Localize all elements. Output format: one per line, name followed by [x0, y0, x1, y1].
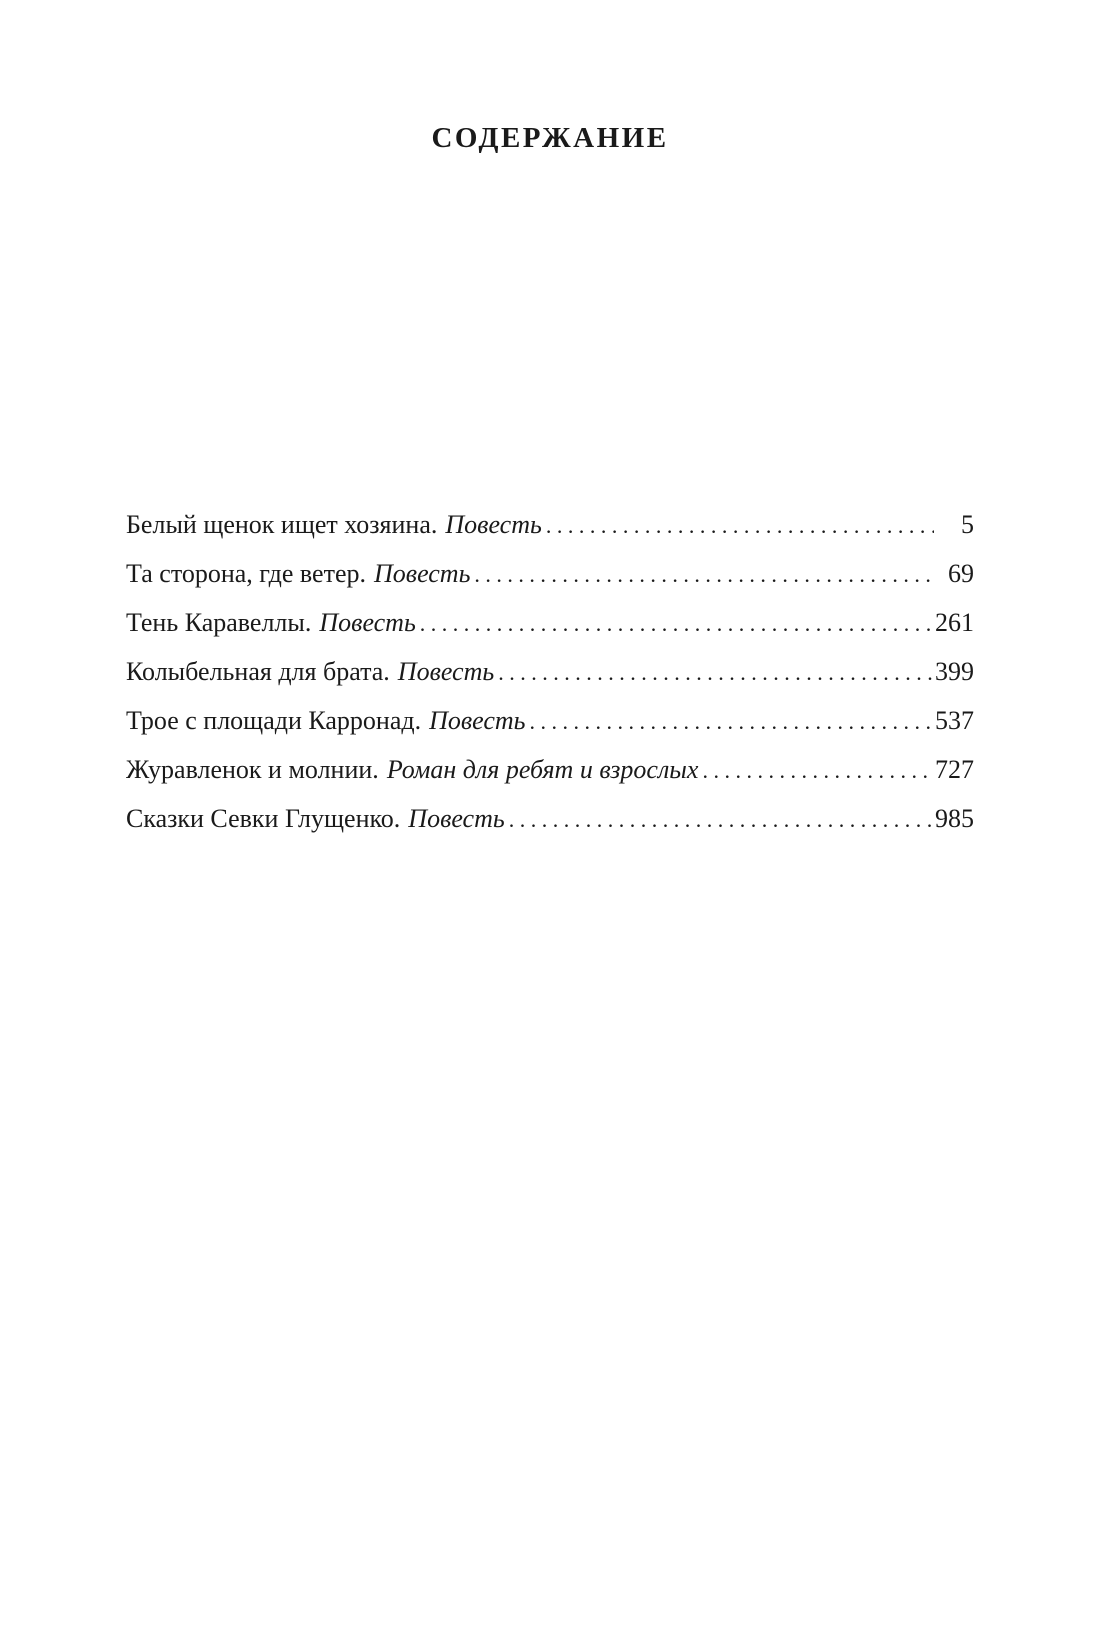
toc-entry-title: Та сторона, где ветер. [126, 559, 366, 588]
dot-leader [542, 501, 934, 550]
toc-entry [126, 549, 974, 598]
dot-leader [494, 648, 934, 697]
toc-entry-page-number: 985 [935, 804, 974, 833]
toc-entry [126, 500, 974, 549]
toc-entry-page-number: 5 [961, 510, 974, 539]
dot-leader [470, 550, 934, 599]
toc-entry-genre: Повесть [374, 559, 471, 588]
toc-entry [126, 745, 974, 794]
toc-entry [126, 598, 974, 647]
toc-entry-page-number: 399 [935, 657, 974, 686]
toc-entry-title: Трое с площади Карронад. [126, 706, 422, 735]
dot-leader [698, 746, 934, 795]
toc-entry [126, 647, 974, 696]
toc-entry-title: Журавленок и молнии. [126, 755, 379, 784]
toc-entry-genre: Повесть [319, 608, 416, 637]
dot-leader [416, 599, 934, 648]
toc-entry-title: Колыбельная для брата. [126, 657, 390, 686]
table-of-contents [126, 500, 974, 843]
dot-leader [526, 697, 934, 746]
toc-entry-page-number: 261 [935, 608, 974, 637]
toc-entry-genre: Повесть [445, 510, 542, 539]
dot-leader [505, 795, 934, 844]
contents-heading: СОДЕРЖАНИЕ [431, 122, 669, 154]
toc-entry-page-number: 727 [935, 755, 974, 784]
toc-entry-genre: Повесть [397, 657, 495, 686]
toc-entry-title: Сказки Севки Глущенко. [126, 804, 401, 833]
toc-entry [126, 794, 974, 843]
toc-entry-title: Белый щенок ищет хозяина. [126, 510, 438, 539]
toc-entry-genre: Роман для ребят и взрослых [386, 755, 699, 784]
toc-entry-genre: Повесть [408, 804, 505, 833]
toc-entry-page-number: 537 [935, 706, 974, 735]
toc-entry [126, 696, 974, 745]
toc-entry-genre: Повесть [429, 706, 526, 735]
toc-entry-title: Тень Каравеллы. [126, 608, 312, 637]
toc-entry-page-number: 69 [948, 559, 974, 588]
